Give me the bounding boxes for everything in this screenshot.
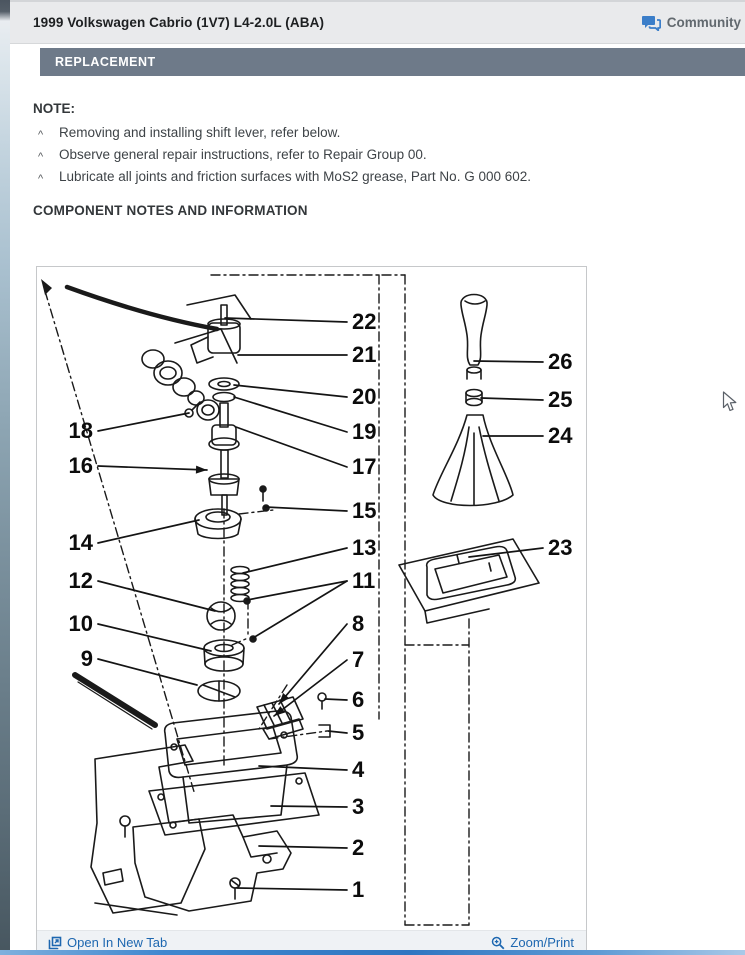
callout-number-7: 7: [352, 647, 365, 672]
callout-number-6: 6: [352, 687, 365, 712]
callout-number-5: 5: [352, 720, 365, 745]
callout-number-11: 11: [352, 568, 376, 593]
callout-number-15: 15: [352, 498, 377, 523]
note-item: [33, 145, 723, 167]
callout-number-26: 26: [548, 349, 573, 374]
mouse-cursor: [722, 391, 738, 413]
callout-number-16: 16: [68, 453, 93, 478]
callout-number-25: 25: [548, 387, 573, 412]
note-text: Lubricate all joints and friction surfaces with MoS2 grease, Part No. G 000 602.: [59, 169, 531, 184]
open-in-new-tab-icon: [48, 936, 62, 950]
zoom-magnifier-icon: [491, 936, 505, 950]
note-bullet: ^: [38, 173, 44, 185]
callout-number-19: 19: [352, 419, 377, 444]
callout-number-3: 3: [352, 794, 365, 819]
callout-number-23: 23: [548, 535, 573, 560]
callout-number-20: 20: [352, 384, 377, 409]
section-header-replacement: [40, 48, 745, 76]
community-link[interactable]: [642, 15, 741, 31]
window-edge-left: [0, 0, 10, 955]
vehicle-header-bar: [10, 0, 745, 44]
callout-number-8: 8: [352, 611, 365, 636]
callout-number-10: 10: [68, 611, 93, 636]
open-in-new-tab-link[interactable]: [48, 935, 167, 950]
callout-number-1: 1: [352, 877, 365, 902]
exploded-diagram-figure: [36, 266, 587, 955]
note-item: [33, 123, 723, 145]
callout-number-14: 14: [68, 530, 93, 555]
component-notes-heading: COMPONENT NOTES AND INFORMATION: [33, 203, 308, 218]
note-bullet: ^: [38, 151, 44, 163]
content-area: [10, 0, 745, 955]
zoom-print-label: Zoom/Print: [510, 935, 574, 950]
vehicle-title: 1999 Volkswagen Cabrio (1V7) L4-2.0L (ABA): [33, 15, 325, 30]
note-text: Removing and installing shift lever, refer below.: [59, 125, 341, 140]
note-bullet: ^: [38, 129, 44, 141]
section-title: REPLACEMENT: [55, 55, 156, 69]
note-heading: NOTE:: [33, 101, 75, 116]
community-chat-icon: [642, 15, 661, 31]
zoom-print-link[interactable]: [491, 935, 574, 950]
callout-number-2: 2: [352, 835, 365, 860]
note-item: [33, 167, 723, 189]
callout-number-13: 13: [352, 535, 377, 560]
callout-number-18: 18: [68, 418, 93, 443]
open-in-new-tab-label: Open In New Tab: [67, 935, 168, 950]
callout-number-4: 4: [352, 757, 365, 782]
callout-number-24: 24: [548, 423, 573, 448]
community-label: Community: [666, 15, 741, 30]
callout-number-17: 17: [352, 454, 377, 479]
callout-number-21: 21: [352, 342, 377, 367]
note-block: [33, 101, 723, 189]
callout-number-9: 9: [80, 646, 93, 671]
callout-number-12: 12: [68, 568, 93, 593]
callout-number-22: 22: [352, 309, 377, 334]
shift-lever-exploded-diagram: [37, 267, 586, 930]
window-edge-bottom: [0, 950, 745, 955]
note-text: Observe general repair instructions, refer to Repair Group 00.: [59, 147, 427, 162]
